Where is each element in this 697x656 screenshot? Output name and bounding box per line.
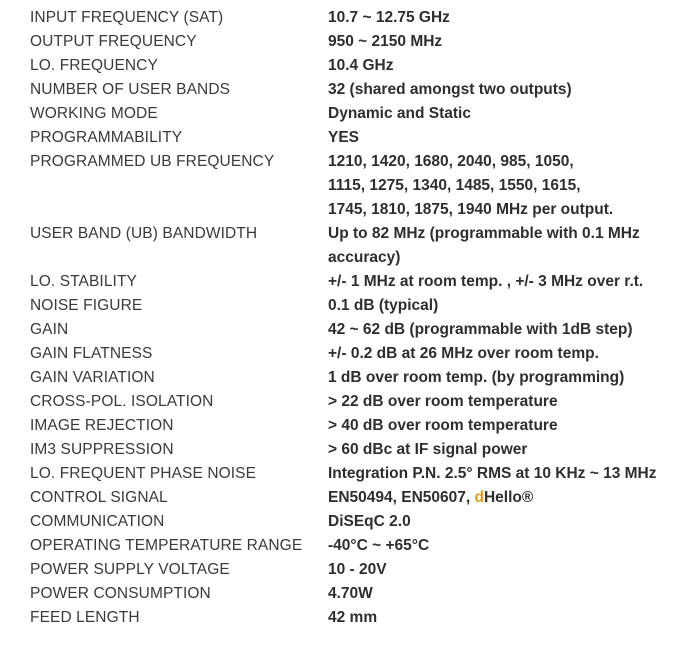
spec-value-line xyxy=(328,54,690,78)
spec-label: POWER SUPPLY VOLTAGE xyxy=(30,561,230,578)
spec-row xyxy=(30,294,690,318)
spec-value-text: 1115, 1275, 1340, 1485, 1550, 1615, xyxy=(328,177,581,194)
spec-value xyxy=(328,582,690,606)
spec-row xyxy=(30,102,690,126)
spec-value-line xyxy=(328,174,690,198)
spec-value-text: 1210, 1420, 1680, 2040, 985, 1050, xyxy=(328,153,574,170)
spec-row xyxy=(30,78,690,102)
spec-value-line xyxy=(328,246,690,270)
spec-label: PROGRAMMABILITY xyxy=(30,129,183,146)
spec-value xyxy=(328,366,690,390)
spec-value-line xyxy=(328,318,690,342)
spec-row xyxy=(30,30,690,54)
spec-value-text: +/- 1 MHz at room temp. , +/- 3 MHz over r.t. xyxy=(328,273,644,290)
spec-value xyxy=(328,318,690,342)
spec-value-text: Up to 82 MHz (programmable with 0.1 MHz xyxy=(328,225,640,242)
spec-label: NOISE FIGURE xyxy=(30,297,143,314)
spec-value-text: > 40 dB over room temperature xyxy=(328,417,558,434)
spec-value-text: +/- 0.2 dB at 26 MHz over room temp. xyxy=(328,345,599,362)
spec-row xyxy=(30,270,690,294)
spec-label: CONTROL SIGNAL xyxy=(30,489,168,506)
spec-label: LO. STABILITY xyxy=(30,273,137,290)
spec-value-line xyxy=(328,414,690,438)
spec-value-line xyxy=(328,30,690,54)
spec-row xyxy=(30,150,690,222)
spec-value-line xyxy=(328,486,690,510)
spec-row xyxy=(30,582,690,606)
spec-value-text: > 22 dB over room temperature xyxy=(328,393,558,410)
spec-value xyxy=(328,414,690,438)
spec-label: GAIN xyxy=(30,321,69,338)
spec-label: IMAGE REJECTION xyxy=(30,417,174,434)
spec-row xyxy=(30,486,690,510)
spec-value-text: 10.7 ~ 12.75 GHz xyxy=(328,9,450,26)
spec-label: WORKING MODE xyxy=(30,105,158,122)
spec-row xyxy=(30,126,690,150)
spec-value-line xyxy=(328,462,690,486)
spec-value xyxy=(328,54,690,78)
spec-value xyxy=(328,78,690,102)
spec-row xyxy=(30,462,690,486)
spec-label: NUMBER OF USER BANDS xyxy=(30,81,231,98)
spec-table xyxy=(30,6,690,630)
spec-value-line xyxy=(328,438,690,462)
spec-label: GAIN FLATNESS xyxy=(30,345,153,362)
spec-label: LO. FREQUENT PHASE NOISE xyxy=(30,465,257,482)
spec-value-line xyxy=(328,534,690,558)
spec-row xyxy=(30,438,690,462)
spec-label: OPERATING TEMPERATURE RANGE xyxy=(30,537,303,554)
spec-value-text: 0.1 dB (typical) xyxy=(328,297,439,314)
spec-value-text: 32 (shared amongst two outputs) xyxy=(328,81,572,98)
spec-value-text: EN50494, EN50607, xyxy=(328,489,475,506)
spec-row xyxy=(30,54,690,78)
spec-value-text: DiSEqC 2.0 xyxy=(328,513,411,530)
spec-value xyxy=(328,486,690,510)
spec-label: OUTPUT FREQUENCY xyxy=(30,33,197,50)
spec-value-text: 42 mm xyxy=(328,609,378,626)
spec-row xyxy=(30,534,690,558)
spec-label: POWER CONSUMPTION xyxy=(30,585,211,602)
spec-value-text: 4.70W xyxy=(328,585,373,602)
spec-row xyxy=(30,606,690,630)
spec-label: GAIN VARIATION xyxy=(30,369,155,386)
spec-value-line xyxy=(328,582,690,606)
spec-row xyxy=(30,390,690,414)
spec-value-text: Dynamic and Static xyxy=(328,105,471,122)
brand-name-rest: Hello® xyxy=(483,489,534,506)
spec-value-line xyxy=(328,390,690,414)
spec-label: LO. FREQUENCY xyxy=(30,57,158,74)
spec-value-line xyxy=(328,606,690,630)
spec-value-line xyxy=(328,558,690,582)
spec-value-text: 42 ~ 62 dB (programmable with 1dB step) xyxy=(328,321,633,338)
spec-value-line xyxy=(328,270,690,294)
spec-label: IM3 SUPPRESSION xyxy=(30,441,174,458)
spec-value xyxy=(328,270,690,294)
spec-label: CROSS-POL. ISOLATION xyxy=(30,393,214,410)
spec-value-text: 10.4 GHz xyxy=(328,57,394,74)
spec-value-text: YES xyxy=(328,129,360,146)
spec-value-text: 10 - 20V xyxy=(328,561,387,578)
spec-value-line xyxy=(328,126,690,150)
spec-value-line xyxy=(328,78,690,102)
spec-value-line xyxy=(328,102,690,126)
spec-row xyxy=(30,222,690,270)
spec-row xyxy=(30,318,690,342)
spec-value xyxy=(328,294,690,318)
spec-value xyxy=(328,6,690,30)
spec-value-line xyxy=(328,510,690,534)
spec-label: FEED LENGTH xyxy=(30,609,140,626)
spec-value-line xyxy=(328,294,690,318)
spec-value-text: Integration P.N. 2.5° RMS at 10 KHz ~ 13 MHz xyxy=(328,465,657,482)
spec-value xyxy=(328,222,690,270)
spec-value xyxy=(328,342,690,366)
spec-label: PROGRAMMED UB FREQUENCY xyxy=(30,153,275,170)
brand-accent-letter: d xyxy=(474,489,484,506)
spec-row xyxy=(30,414,690,438)
spec-value xyxy=(328,102,690,126)
spec-value xyxy=(328,558,690,582)
spec-value-line xyxy=(328,366,690,390)
spec-label: INPUT FREQUENCY (SAT) xyxy=(30,9,224,26)
spec-row xyxy=(30,366,690,390)
spec-row xyxy=(30,342,690,366)
spec-value-text: 1745, 1810, 1875, 1940 MHz per output. xyxy=(328,201,614,218)
spec-row xyxy=(30,6,690,30)
spec-value xyxy=(328,390,690,414)
spec-value xyxy=(328,462,690,486)
spec-value xyxy=(328,510,690,534)
spec-row xyxy=(30,510,690,534)
spec-value xyxy=(328,126,690,150)
spec-value-text: 1 dB over room temp. (by programming) xyxy=(328,369,625,386)
spec-value-line xyxy=(328,6,690,30)
spec-value xyxy=(328,150,690,222)
spec-value xyxy=(328,438,690,462)
spec-value xyxy=(328,534,690,558)
spec-row xyxy=(30,558,690,582)
spec-value-text: -40°C ~ +65°C xyxy=(328,537,430,554)
spec-value-line xyxy=(328,342,690,366)
spec-value xyxy=(328,606,690,630)
spec-value-text: accuracy) xyxy=(328,249,401,266)
spec-label: USER BAND (UB) BANDWIDTH xyxy=(30,225,258,242)
spec-value-line xyxy=(328,222,690,246)
spec-label: COMMUNICATION xyxy=(30,513,165,530)
spec-value-text: 950 ~ 2150 MHz xyxy=(328,33,443,50)
spec-value xyxy=(328,30,690,54)
spec-value-text: > 60 dBc at IF signal power xyxy=(328,441,528,458)
spec-value-line xyxy=(328,150,690,174)
spec-value-line xyxy=(328,198,690,222)
